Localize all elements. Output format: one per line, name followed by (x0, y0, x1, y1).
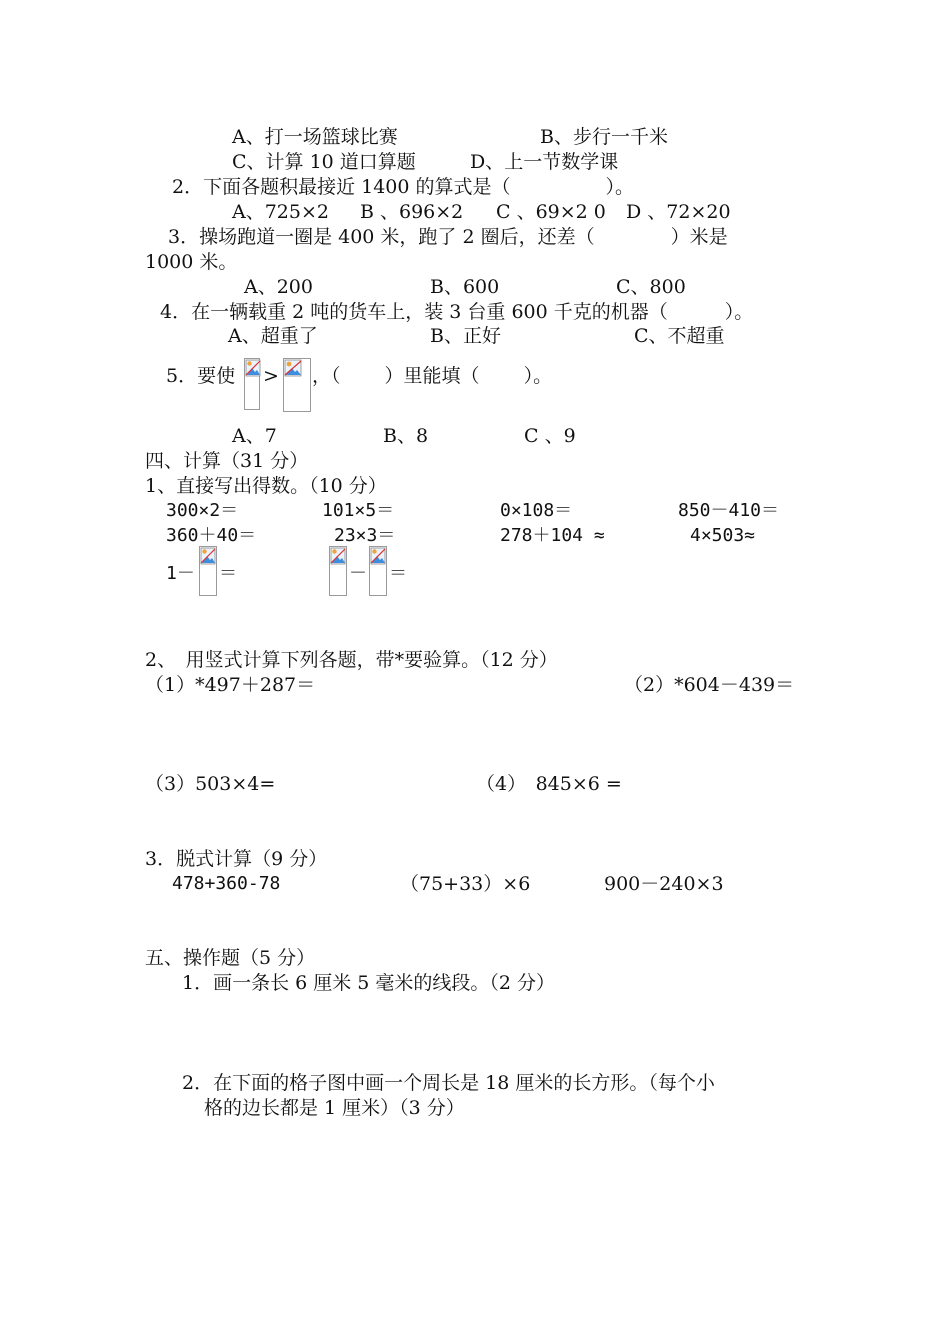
section5-q2-line2: 格的边长都是 1 厘米）（3 分） (204, 1097, 465, 1119)
broken-image-icon (199, 546, 217, 596)
q3-stem-line1: 3．操场跑道一圈是 400 米，跑了 2 圈后，还差（ ）米是 (168, 226, 728, 248)
calc-r2-c1: 360＋40＝ (166, 525, 257, 546)
calc-r1-c3: 0×108＝ (500, 500, 573, 521)
q1-option-d: D、上一节数学课 (470, 151, 619, 173)
calc-r1-c2: 101×5＝ (322, 500, 395, 521)
q3-stem-line2: 1000 米。 (145, 251, 238, 273)
q2-option-b: B 、696×2 (360, 201, 464, 223)
q5-option-b: B、8 (383, 425, 429, 447)
step-calc-2: （75+33）×6 (400, 873, 531, 895)
q3-option-b: B、600 (430, 276, 500, 298)
section4-part3-title: 3．脱式计算（9 分） (145, 848, 328, 870)
section5-q2-line1: 2．在下面的格子图中画一个周长是 18 厘米的长方形。（每个小 (182, 1072, 715, 1094)
calc-r2-c4: 4×503≈ (690, 525, 756, 546)
section4-part2-title: 2、 用竖式计算下列各题，带*要验算。（12 分） (145, 649, 558, 671)
q4-option-a: A、超重了 (228, 325, 318, 347)
calc-r3-a-prefix: 1－ (166, 563, 195, 584)
q2-option-a: A、725×2 (232, 201, 329, 223)
section5-q1: 1．画一条长 6 厘米 5 毫米的线段。（2 分） (182, 972, 556, 994)
q4-option-c: C、不超重 (634, 325, 725, 347)
calc-r1-c1: 300×2＝ (166, 500, 239, 521)
calc-r1-c4: 850－410＝ (678, 500, 780, 521)
vertical-calc-1: （1）*497＋287＝ (145, 674, 316, 696)
q3-option-a: A、200 (244, 276, 313, 298)
q5-greater-than: > (263, 365, 279, 387)
vertical-calc-4: （4） 845×6 = (476, 773, 622, 795)
q5-option-c: C 、9 (524, 425, 576, 447)
calc-r3-a-suffix: ＝ (219, 563, 237, 584)
q1-option-b: B、步行一千米 (540, 126, 668, 148)
section4-title: 四、计算（31 分） (145, 450, 309, 472)
q2-option-c: C 、69×2 0 (496, 201, 606, 223)
q2-option-d: D 、72×20 (626, 201, 731, 223)
calc-r2-c2: 23×3＝ (334, 525, 396, 546)
section5-title: 五、操作题（5 分） (145, 947, 316, 969)
calc-r2-c3: 278＋104 ≈ (500, 525, 605, 546)
vertical-calc-3: （3）503×4= (145, 773, 276, 795)
q3-option-c: C、800 (616, 276, 686, 298)
q5-option-a: A、7 (232, 425, 277, 447)
q4-stem: 4．在一辆载重 2 吨的货车上，装 3 台重 600 千克的机器（ ）。 (160, 301, 754, 323)
step-calc-3: 900－240×3 (604, 873, 724, 895)
q4-option-b: B、正好 (430, 325, 501, 347)
q5-prefix: 5．要使 (166, 365, 236, 387)
vertical-calc-2: （2）*604－439＝ (624, 674, 795, 696)
broken-image-icon (369, 546, 387, 596)
q1-option-a: A、打一场篮球比赛 (232, 126, 398, 148)
calc-r3-b-suffix: ＝ (389, 563, 407, 584)
broken-image-icon (244, 358, 260, 410)
q5-suffix: ，（ ）里能填（ ）。 (312, 365, 553, 387)
calc-r3-b-minus: － (349, 563, 367, 584)
q2-stem: 2．下面各题积最接近 1400 的算式是（ ）。 (172, 176, 635, 198)
step-calc-1: 478+360-78 (172, 873, 281, 894)
broken-image-icon (329, 546, 347, 596)
q1-option-c: C、计算 10 道口算题 (232, 151, 416, 173)
section4-part1-title: 1、直接写出得数。（10 分） (145, 475, 387, 497)
broken-image-icon (283, 358, 311, 412)
